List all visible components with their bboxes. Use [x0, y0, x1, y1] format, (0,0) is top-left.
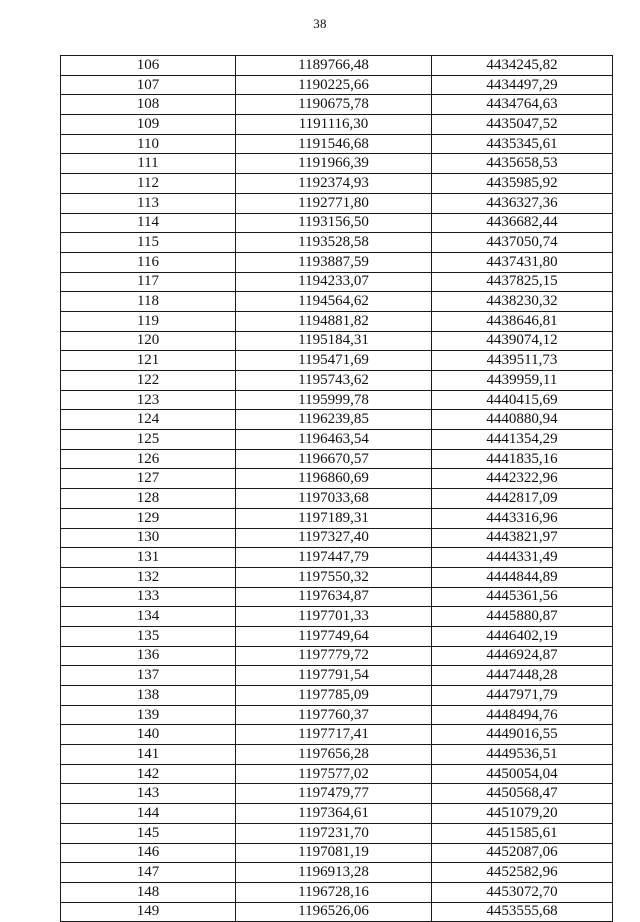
x-coordinate-cell: 1191116,30 — [236, 115, 432, 135]
y-coordinate-cell: 4444844,89 — [432, 567, 613, 587]
table-row — [61, 95, 613, 115]
point-number-cell: 142 — [61, 764, 236, 784]
table-row — [61, 567, 613, 587]
y-coordinate-cell: 4451079,20 — [432, 804, 613, 824]
point-number-cell: 135 — [61, 626, 236, 646]
y-coordinate-cell: 4436327,36 — [432, 193, 613, 213]
point-number-cell: 133 — [61, 587, 236, 607]
table-row — [61, 174, 613, 194]
point-number-cell: 127 — [61, 469, 236, 489]
point-number-cell: 111 — [61, 154, 236, 174]
x-coordinate-cell: 1196239,85 — [236, 410, 432, 430]
y-coordinate-cell: 4448494,76 — [432, 705, 613, 725]
point-number-cell: 125 — [61, 430, 236, 450]
point-number-cell: 137 — [61, 666, 236, 686]
x-coordinate-cell: 1192771,80 — [236, 193, 432, 213]
y-coordinate-cell: 4452582,96 — [432, 863, 613, 883]
table-row — [61, 666, 613, 686]
point-number-cell: 115 — [61, 233, 236, 253]
x-coordinate-cell: 1196860,69 — [236, 469, 432, 489]
y-coordinate-cell: 4453072,70 — [432, 882, 613, 902]
point-number-cell: 149 — [61, 902, 236, 922]
point-number-cell: 148 — [61, 882, 236, 902]
y-coordinate-cell: 4436682,44 — [432, 213, 613, 233]
y-coordinate-cell: 4437431,80 — [432, 252, 613, 272]
table-row — [61, 646, 613, 666]
table-row — [61, 508, 613, 528]
point-number-cell: 109 — [61, 115, 236, 135]
point-number-cell: 131 — [61, 548, 236, 568]
x-coordinate-cell: 1197550,32 — [236, 567, 432, 587]
point-number-cell: 112 — [61, 174, 236, 194]
y-coordinate-cell: 4438230,32 — [432, 292, 613, 312]
x-coordinate-cell: 1189766,48 — [236, 56, 432, 76]
y-coordinate-cell: 4444331,49 — [432, 548, 613, 568]
table-row — [61, 548, 613, 568]
x-coordinate-cell: 1192374,93 — [236, 174, 432, 194]
y-coordinate-cell: 4435985,92 — [432, 174, 613, 194]
table-row — [61, 410, 613, 430]
y-coordinate-cell: 4437825,15 — [432, 272, 613, 292]
table-row — [61, 75, 613, 95]
x-coordinate-cell: 1190225,66 — [236, 75, 432, 95]
x-coordinate-cell: 1196913,28 — [236, 863, 432, 883]
y-coordinate-cell: 4446402,19 — [432, 626, 613, 646]
y-coordinate-cell: 4434764,63 — [432, 95, 613, 115]
x-coordinate-cell: 1195471,69 — [236, 351, 432, 371]
table-row — [61, 882, 613, 902]
y-coordinate-cell: 4441354,29 — [432, 430, 613, 450]
y-coordinate-cell: 4440880,94 — [432, 410, 613, 430]
x-coordinate-cell: 1197779,72 — [236, 646, 432, 666]
x-coordinate-cell: 1197364,61 — [236, 804, 432, 824]
y-coordinate-cell: 4441835,16 — [432, 449, 613, 469]
page-number: 38 — [313, 16, 327, 31]
table-row — [61, 134, 613, 154]
y-coordinate-cell: 4438646,81 — [432, 311, 613, 331]
point-number-cell: 110 — [61, 134, 236, 154]
y-coordinate-cell: 4439511,73 — [432, 351, 613, 371]
table-row — [61, 725, 613, 745]
y-coordinate-cell: 4450054,04 — [432, 764, 613, 784]
x-coordinate-cell: 1197749,64 — [236, 626, 432, 646]
point-number-cell: 146 — [61, 843, 236, 863]
y-coordinate-cell: 4434497,29 — [432, 75, 613, 95]
table-row — [61, 252, 613, 272]
y-coordinate-cell: 4443316,96 — [432, 508, 613, 528]
y-coordinate-cell: 4449536,51 — [432, 745, 613, 765]
point-number-cell: 108 — [61, 95, 236, 115]
table-row — [61, 193, 613, 213]
table-row — [61, 705, 613, 725]
table-row — [61, 430, 613, 450]
point-number-cell: 128 — [61, 489, 236, 509]
x-coordinate-cell: 1194564,62 — [236, 292, 432, 312]
point-number-cell: 130 — [61, 528, 236, 548]
y-coordinate-cell: 4450568,47 — [432, 784, 613, 804]
x-coordinate-cell: 1197189,31 — [236, 508, 432, 528]
x-coordinate-cell: 1197656,28 — [236, 745, 432, 765]
x-coordinate-cell: 1197479,77 — [236, 784, 432, 804]
table-row — [61, 469, 613, 489]
x-coordinate-cell: 1195999,78 — [236, 390, 432, 410]
table-row — [61, 745, 613, 765]
x-coordinate-cell: 1197717,41 — [236, 725, 432, 745]
point-number-cell: 120 — [61, 331, 236, 351]
point-number-cell: 121 — [61, 351, 236, 371]
point-number-cell: 132 — [61, 567, 236, 587]
table-row — [61, 823, 613, 843]
y-coordinate-cell: 4453555,68 — [432, 902, 613, 922]
y-coordinate-cell: 4451585,61 — [432, 823, 613, 843]
y-coordinate-cell: 4439074,12 — [432, 331, 613, 351]
y-coordinate-cell: 4435658,53 — [432, 154, 613, 174]
table-row — [61, 626, 613, 646]
x-coordinate-cell: 1197033,68 — [236, 489, 432, 509]
x-coordinate-cell: 1197785,09 — [236, 686, 432, 706]
table-row — [61, 351, 613, 371]
point-number-cell: 118 — [61, 292, 236, 312]
x-coordinate-cell: 1194233,07 — [236, 272, 432, 292]
table-row — [61, 115, 613, 135]
x-coordinate-cell: 1197791,54 — [236, 666, 432, 686]
x-coordinate-cell: 1197081,19 — [236, 843, 432, 863]
point-number-cell: 141 — [61, 745, 236, 765]
table-row — [61, 154, 613, 174]
table-row — [61, 784, 613, 804]
point-number-cell: 117 — [61, 272, 236, 292]
point-number-cell: 143 — [61, 784, 236, 804]
y-coordinate-cell: 4435345,61 — [432, 134, 613, 154]
table-row — [61, 489, 613, 509]
x-coordinate-cell: 1195184,31 — [236, 331, 432, 351]
table-row — [61, 686, 613, 706]
coordinates-table-body — [61, 56, 613, 922]
table-row — [61, 292, 613, 312]
point-number-cell: 119 — [61, 311, 236, 331]
x-coordinate-cell: 1197577,02 — [236, 764, 432, 784]
point-number-cell: 123 — [61, 390, 236, 410]
point-number-cell: 116 — [61, 252, 236, 272]
table-row — [61, 390, 613, 410]
x-coordinate-cell: 1194881,82 — [236, 311, 432, 331]
x-coordinate-cell: 1195743,62 — [236, 371, 432, 391]
point-number-cell: 107 — [61, 75, 236, 95]
table-row — [61, 213, 613, 233]
point-number-cell: 136 — [61, 646, 236, 666]
y-coordinate-cell: 4443821,97 — [432, 528, 613, 548]
y-coordinate-cell: 4439959,11 — [432, 371, 613, 391]
point-number-cell: 124 — [61, 410, 236, 430]
point-number-cell: 122 — [61, 371, 236, 391]
y-coordinate-cell: 4435047,52 — [432, 115, 613, 135]
table-row — [61, 863, 613, 883]
y-coordinate-cell: 4442322,96 — [432, 469, 613, 489]
x-coordinate-cell: 1197327,40 — [236, 528, 432, 548]
point-number-cell: 140 — [61, 725, 236, 745]
point-number-cell: 113 — [61, 193, 236, 213]
table-row — [61, 449, 613, 469]
y-coordinate-cell: 4447971,79 — [432, 686, 613, 706]
table-row — [61, 843, 613, 863]
table-row — [61, 902, 613, 922]
table-row — [61, 233, 613, 253]
y-coordinate-cell: 4442817,09 — [432, 489, 613, 509]
point-number-cell: 145 — [61, 823, 236, 843]
x-coordinate-cell: 1196728,16 — [236, 882, 432, 902]
x-coordinate-cell: 1191546,68 — [236, 134, 432, 154]
x-coordinate-cell: 1191966,39 — [236, 154, 432, 174]
table-row — [61, 311, 613, 331]
y-coordinate-cell: 4440415,69 — [432, 390, 613, 410]
table-row — [61, 331, 613, 351]
x-coordinate-cell: 1190675,78 — [236, 95, 432, 115]
x-coordinate-cell: 1197701,33 — [236, 607, 432, 627]
x-coordinate-cell: 1197231,70 — [236, 823, 432, 843]
y-coordinate-cell: 4445880,87 — [432, 607, 613, 627]
point-number-cell: 126 — [61, 449, 236, 469]
x-coordinate-cell: 1193156,50 — [236, 213, 432, 233]
y-coordinate-cell: 4437050,74 — [432, 233, 613, 253]
coordinates-table — [60, 55, 613, 922]
table-row — [61, 528, 613, 548]
x-coordinate-cell: 1196526,06 — [236, 902, 432, 922]
x-coordinate-cell: 1193887,59 — [236, 252, 432, 272]
table-row — [61, 56, 613, 76]
table-row — [61, 371, 613, 391]
y-coordinate-cell: 4452087,06 — [432, 843, 613, 863]
table-row — [61, 804, 613, 824]
point-number-cell: 139 — [61, 705, 236, 725]
point-number-cell: 144 — [61, 804, 236, 824]
point-number-cell: 147 — [61, 863, 236, 883]
point-number-cell: 129 — [61, 508, 236, 528]
point-number-cell: 114 — [61, 213, 236, 233]
y-coordinate-cell: 4447448,28 — [432, 666, 613, 686]
y-coordinate-cell: 4446924,87 — [432, 646, 613, 666]
point-number-cell: 106 — [61, 56, 236, 76]
table-row — [61, 272, 613, 292]
x-coordinate-cell: 1196670,57 — [236, 449, 432, 469]
table-row — [61, 607, 613, 627]
point-number-cell: 138 — [61, 686, 236, 706]
y-coordinate-cell: 4449016,55 — [432, 725, 613, 745]
x-coordinate-cell: 1196463,54 — [236, 430, 432, 450]
x-coordinate-cell: 1193528,58 — [236, 233, 432, 253]
x-coordinate-cell: 1197634,87 — [236, 587, 432, 607]
y-coordinate-cell: 4434245,82 — [432, 56, 613, 76]
x-coordinate-cell: 1197447,79 — [236, 548, 432, 568]
table-row — [61, 587, 613, 607]
table-row — [61, 764, 613, 784]
point-number-cell: 134 — [61, 607, 236, 627]
x-coordinate-cell: 1197760,37 — [236, 705, 432, 725]
y-coordinate-cell: 4445361,56 — [432, 587, 613, 607]
